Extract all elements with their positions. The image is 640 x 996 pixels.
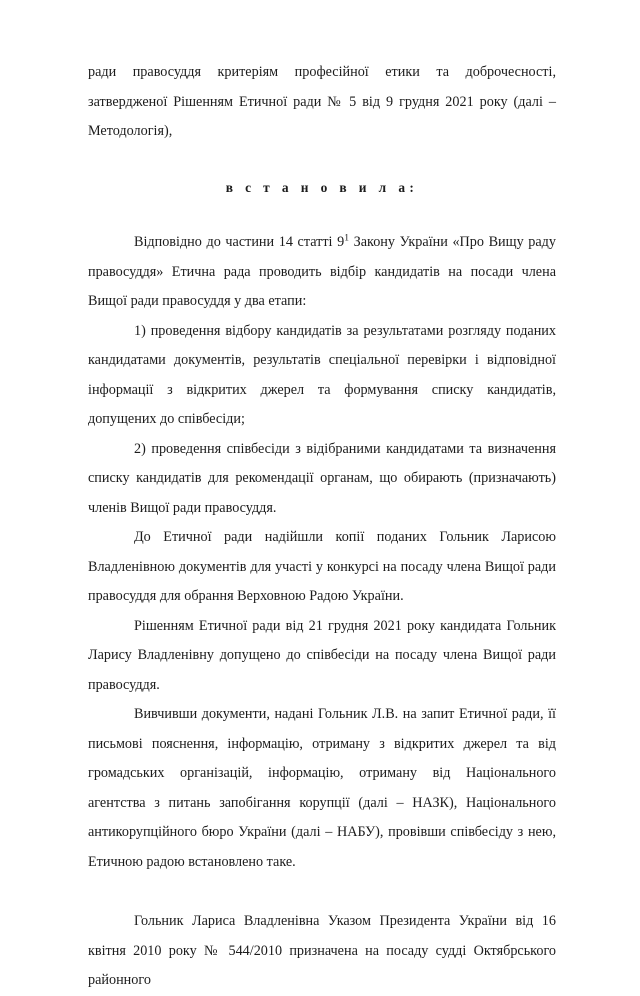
- paragraph-documents-received: До Етичної ради надійшли копії поданих Гольник Ларисою Владленівною документів для участі у конкурсі на посаду члена Вищої ради правосуддя для обрання Верховною Радою України.: [88, 529, 556, 604]
- superscript-marker: 1: [344, 232, 350, 244]
- spacer-before-heading: [88, 147, 556, 173]
- spacer-before-final-paragraph: [88, 877, 556, 907]
- spacer-after-heading: [88, 202, 556, 228]
- document-body: [88, 58, 556, 996]
- paragraph-text-after-superscript: Закону України «Про Вищу раду правосуддя» Етична рада проводить відбір кандидатів на посади члена Вищої ради правосуддя у два етапи:: [88, 234, 556, 309]
- paragraph-text-before-superscript: Відповідно до частини 14 статті 9: [134, 234, 345, 250]
- section-heading-established: в с т а н о в и л а:: [225, 179, 419, 195]
- paragraph-stage-1: 1) проведення відбору кандидатів за результатами розгляду поданих кандидатами документів, результатів спеціальної перевірки і відповідної інформації з відкритих джерел та формування списку кандидатів, допущених до співбесіди;: [88, 322, 556, 427]
- paragraph-having-studied: Вивчивши документи, надані Гольник Л.В. на запит Етичної ради, її письмові пояснення, інформацію, отриману з відкритих джерел та від громадських організацій, інформацію, отриману від Національного агентства з питань запобігання корупції (далі – НАЗК), Національного антикорупційного бюро України (далі – НАБУ), провівши співбесіду з нею, Етичною радою встановлено таке.: [88, 706, 556, 870]
- paragraph-article-9-1-intro: [88, 228, 556, 317]
- paragraph-continuation: ради правосуддя критеріям професійної етики та доброчесності, затвердженої Рішенням Етичної ради № 5 від 9 грудня 2021 року (далі – Методологія),: [88, 64, 556, 139]
- paragraph-stage-2: 2) проведення співбесіди з відібраними кандидатами та визначення списку кандидатів для рекомендації органам, що обирають (призначають) членів Вищої ради правосуддя.: [88, 440, 556, 516]
- paragraph-appointment-decree: Гольник Лариса Владленівна Указом Президента України від 16 квітня 2010 року № 544/2010 призначена на посаду судді Октябрського районного: [88, 913, 556, 988]
- paragraph-decision-21-december: Рішенням Етичної ради від 21 грудня 2021 року кандидата Гольник Ларису Владленівну допущено до співбесіди на посаду члена Вищої ради правосуддя.: [88, 617, 556, 693]
